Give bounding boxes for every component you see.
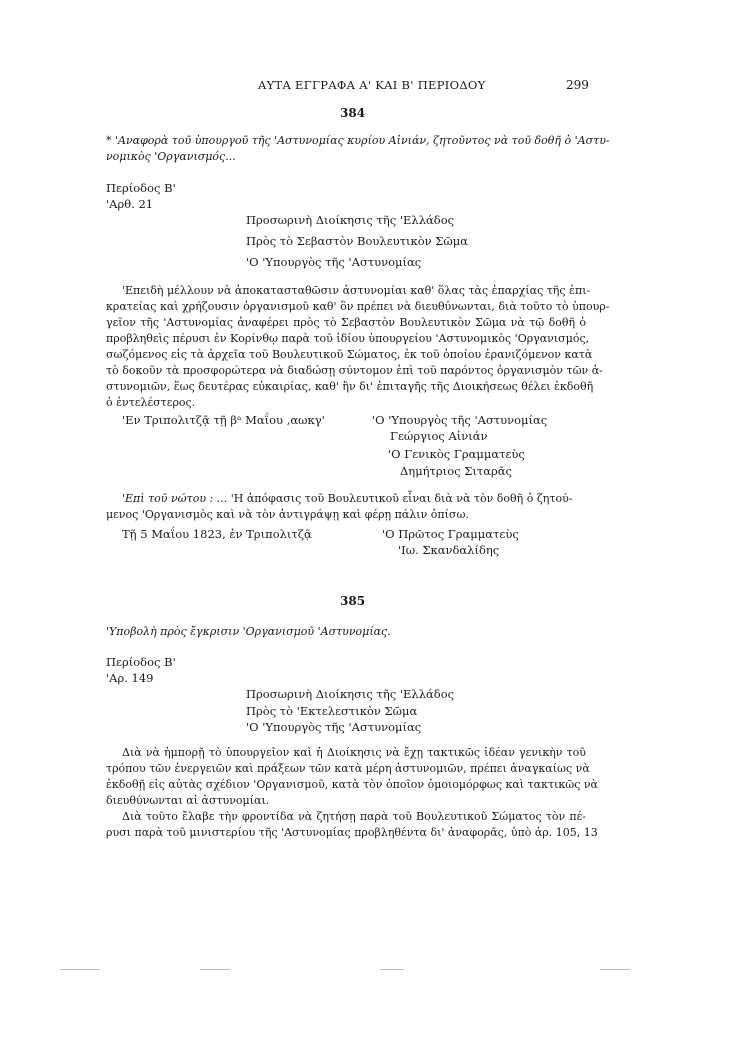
endorsement-text: ... 'Η ἀπόφασις τοῦ Βουλευτικοῦ εἶναι διὰ νὰ τὸν δοθῆ ὁ ζητού- xyxy=(216,492,573,505)
doc385-period: Περίοδος Β' xyxy=(106,655,176,669)
body-line: τὸ δοκοῦν τὰ προσφορώτερα νὰ διαδώσῃ σύντομον ἐπὶ τοῦ παρόντος ὀργανισμὸν τῶν ἀ- xyxy=(106,364,603,377)
document-number-385: 385 xyxy=(340,594,366,608)
doc384-signer2-name: Δημήτριος Σιταρᾶς xyxy=(400,464,512,478)
doc384-body xyxy=(106,283,610,411)
endorsement-label: 'Επὶ τοῦ νώτου : xyxy=(122,492,214,505)
body-line: τρόπου τῶν ἐνεργειῶν καὶ πράξεων τῶν κατὰ μέρη ἀστυνομιῶν, πρέπει ἀναγκαίως νὰ xyxy=(106,762,590,775)
doc385-article: 'Αρ. 149 xyxy=(106,671,154,685)
doc384-place-date: 'Εν Τριπολιτζᾷ τῇ βᵃ Μαΐου ,αωκγ' xyxy=(122,413,325,427)
doc384-signer1-title: 'Ο 'Υπουργὸς τῆς 'Αστυνομίας xyxy=(372,413,548,427)
body-line: προβληθεὶς πέρυσι ἐν Κορίνθῳ παρὰ τοῦ ἰδίου ὑπουργείου 'Αστυνομικὸς 'Οργανισμός, xyxy=(106,332,590,345)
doc384-summary-line1: * 'Αναφορὰ τοῦ ὑπουργοῦ τῆς 'Αστυνομίας κυρίου Αἰνιάν, ζητοῦντος νὰ τοῦ δοθῆ ὁ 'Αστυ- xyxy=(106,134,610,147)
doc385-summary: 'Υποβολὴ πρὸς ἔγκρισιν 'Οργανισμοῦ 'Αστυνομίας. xyxy=(106,625,391,638)
body-line: διευθύνωνται αἱ ἀστυνομίαι. xyxy=(106,794,270,807)
body-line: σωζόμενος εἰς τὰ ἀρχεῖα τοῦ Βουλευτικοῦ Σώματος, ἐκ τοῦ ὁποίου ἐρανιζόμενον κατὰ xyxy=(106,348,593,361)
doc385-heading-recipient: Πρὸς τὸ 'Εκτελεστικὸν Σῶμα xyxy=(246,704,418,718)
body-line: ἐκδοθῇ εἰς αὐτὰς σχέδιον 'Οργανισμοῦ, κατὰ τὸν ὁποῖον ὁμοιομόρφως καὶ τακτικῶς νὰ xyxy=(106,778,598,791)
doc385-body xyxy=(106,745,598,841)
doc384-heading-sender: 'Ο 'Υπουργὸς τῆς 'Αστυνομίας xyxy=(246,255,422,269)
document-number-384: 384 xyxy=(340,106,366,120)
doc384-period: Περίοδος Β' xyxy=(106,181,176,195)
doc384-heading-recipient: Πρὸς τὸ Σεβαστὸν Βουλευτικὸν Σῶμα xyxy=(246,234,469,248)
doc384-signer1-name: Γεώργιος Αἰνιάν xyxy=(390,429,488,443)
doc384-signer3-name: 'Ιω. Σκανδαλίδης xyxy=(398,543,500,557)
doc384-summary-line2: νομικὸς 'Οργανισμός... xyxy=(106,150,236,163)
doc384-article: 'Αρθ. 21 xyxy=(106,197,154,211)
body-line: ρυσι παρὰ τοῦ μινιστερίου τῆς 'Αστυνομίας προβληθέντα δι' ἀναφορᾶς, ὑπὸ ἀρ. 105, 13 xyxy=(106,826,598,839)
doc385-heading-government: Προσωρινὴ Διοίκησις τῆς 'Ελλάδος xyxy=(246,687,455,701)
body-line: κρατείας καὶ χρήζουσιν ὀργανισμοῦ καθ' ὃν πρέπει νὰ διευθύνωνται, διὰ τοῦτο τὸ ὑπουρ- xyxy=(106,300,610,313)
doc384-endorsement-line1 xyxy=(122,491,573,507)
scan-noise xyxy=(600,969,630,970)
running-header: ΑΥΤΑ ΕΓΓΡΑΦΑ Α' ΚΑΙ Β' ΠΕΡΙΟΔΟΥ xyxy=(258,78,486,92)
doc384-signer2-title: 'Ο Γενικὸς Γραμματεὺς xyxy=(388,447,525,461)
page-number: 299 xyxy=(566,78,589,92)
scan-noise xyxy=(380,969,404,970)
doc384-heading-government: Προσωρινὴ Διοίκησις τῆς 'Ελλάδος xyxy=(246,213,455,227)
body-line: Διὰ νὰ ἠμπορῇ τὸ ὑπουργεῖον καὶ ἡ Διοίκησις νὰ ἔχῃ τακτικῶς ἰδέαν γενικὴν τοῦ xyxy=(122,746,586,759)
body-line: Διὰ τοῦτο ἔλαβε τὴν φροντίδα νὰ ζητήσῃ παρὰ τοῦ Βουλευτικοῦ Σώματος τὸν πέ- xyxy=(122,810,586,823)
body-line: γεῖον τῆς 'Αστυνομίας ἀναφέρει πρὸς τὸ Σεβαστὸν Βουλευτικὸν Σῶμα νὰ τῷ δοθῆ ὁ xyxy=(106,316,586,329)
scan-noise xyxy=(200,969,230,970)
body-line: στυνομιῶν, ἕως δευτέρας εὐκαιρίας, καθ' ἣν δι' ἐπιταγῆς τῆς Διοικήσεως θέλει ἐκδοθῆ xyxy=(106,380,594,393)
scan-noise xyxy=(60,969,100,970)
body-line: 'Επειδὴ μέλλουν νὰ ἀποκατασταθῶσιν ἀστυνομίαι καθ' ὅλας τὰς ἐπαρχίας τῆς ἐπι- xyxy=(122,284,591,297)
body-line: ὁ ἐντελέστερος. xyxy=(106,396,196,409)
doc384-signer3-title: 'Ο Πρῶτος Γραμματεὺς xyxy=(382,527,519,541)
doc384-endorsement-line2: μενος 'Οργανισμὸς καὶ νὰ τὸν ἀντιγράψῃ καὶ φέρῃ πάλιν ὀπίσω. xyxy=(106,508,469,521)
doc385-heading-sender: 'Ο 'Υπουργὸς τῆς 'Αστυνομίας xyxy=(246,720,422,734)
doc384-endorsement-date: Τῇ 5 Μαΐου 1823, ἐν Τριπολιτζᾷ xyxy=(122,527,312,541)
